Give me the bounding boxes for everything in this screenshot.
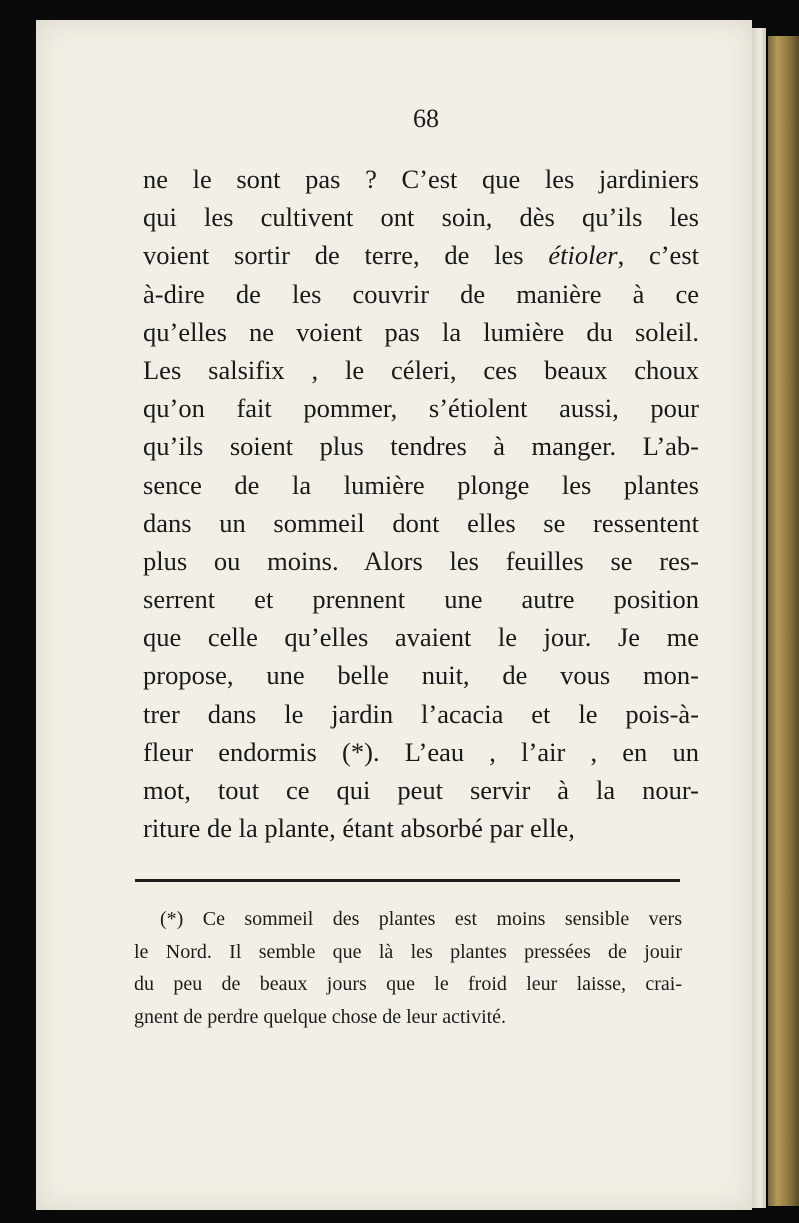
body-line: dans un sommeil dont elles se ressentent bbox=[143, 507, 699, 538]
body-line-segment: voient sortir de terre, de les bbox=[143, 240, 549, 271]
body-line-with-italic bbox=[143, 236, 699, 274]
body-line: mot, tout ce qui peut servir à la nour- bbox=[143, 775, 699, 805]
body-line: sence de la lumière plonge les plantes bbox=[143, 469, 699, 500]
body-line: plus ou moins. Alors les feuilles se res- bbox=[143, 545, 699, 576]
italic-word: étioler bbox=[548, 240, 618, 271]
body-line: qu’elles ne voient pas la lumière du soleil. bbox=[143, 316, 699, 347]
body-line: que celle qu’elles avaient le jour. Je me bbox=[143, 622, 699, 653]
body-line: qui les cultivent ont soin, dès qu’ils les bbox=[143, 202, 699, 233]
body-line: à-dire de les couvrir de manière à ce bbox=[143, 278, 699, 309]
body-line: propose, une belle nuit, de vous mon- bbox=[143, 660, 699, 691]
footnote-line: du peu de beaux jours que le froid leur laisse, crai- bbox=[134, 973, 682, 995]
body-line: ne le sont pas ? C’est que les jardiniers bbox=[143, 164, 699, 194]
page-stack-edge bbox=[752, 28, 766, 1208]
footnote-line: (*) Ce sommeil des plantes est moins sensible vers bbox=[160, 908, 682, 930]
body-line: qu’on fait pommer, s’étiolent aussi, pour bbox=[143, 393, 699, 424]
body-text bbox=[143, 160, 699, 847]
page-number: 68 bbox=[413, 104, 439, 133]
footnote-separator-rule bbox=[135, 879, 680, 882]
book-spine-edge bbox=[768, 36, 799, 1206]
footnote bbox=[134, 903, 682, 1033]
body-line-segment: , c’est bbox=[617, 240, 699, 271]
body-line: Les salsifix , le céleri, ces beaux choux bbox=[143, 354, 699, 385]
body-line: riture de la plante, étant absorbé par elle, bbox=[143, 813, 575, 844]
body-line: serrent et prennent une autre position bbox=[143, 584, 699, 615]
footnote-line: gnent de perdre quelque chose de leur activité. bbox=[134, 1005, 507, 1028]
footnote-line: le Nord. Il semble que là les plantes pressées de jouir bbox=[134, 940, 682, 963]
body-line: trer dans le jardin l’acacia et le pois-à- bbox=[143, 698, 699, 729]
body-line: fleur endormis (*). L’eau , l’air , en un bbox=[143, 736, 699, 767]
body-line: qu’ils soient plus tendres à manger. L’ab- bbox=[143, 431, 699, 462]
